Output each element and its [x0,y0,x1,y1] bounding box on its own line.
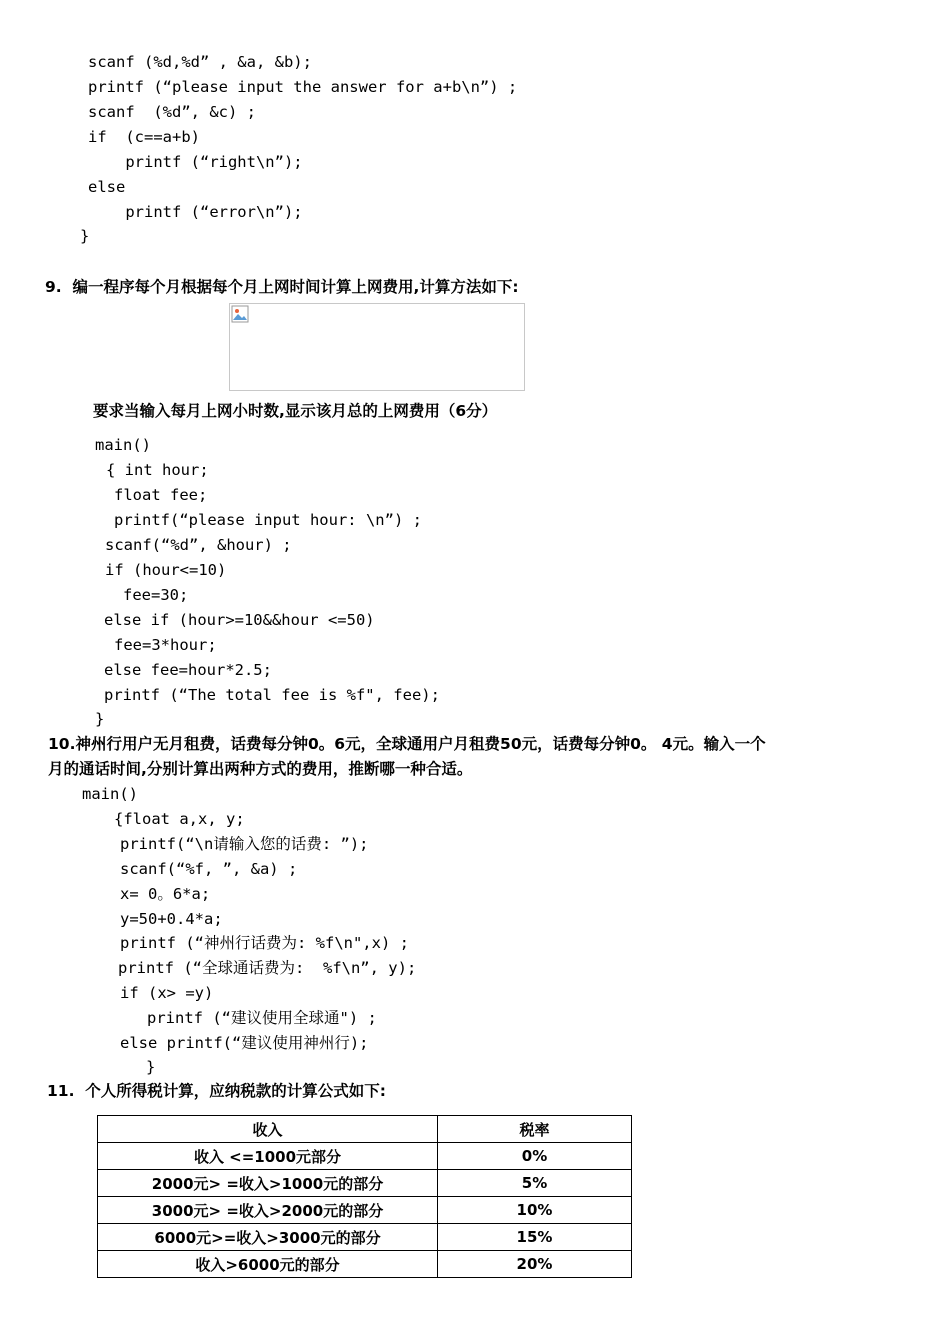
code-line: if (c==a+b) [88,128,200,146]
code-line: printf(“\n请输入您的话费: ”); [120,835,369,853]
code-line: } [80,227,90,245]
table-header-rate: 税率 [438,1116,632,1143]
code-line: printf (“全球通话费为: %f\n”, y); [118,959,417,977]
question-9-requirement: 要求当输入每月上网小时数,显示该月总的上网费用（6分） [93,402,498,420]
table-row [98,1251,632,1278]
code-line: printf (“神州行话费为: %f\n",x) ; [120,934,409,952]
code-line: fee=30; [123,586,189,604]
table-cell-income: 3000元> =收入>2000元的部分 [98,1197,438,1224]
code-line: else fee=hour*2.5; [104,661,272,679]
table-cell-rate: 0% [438,1143,632,1170]
table-cell-rate: 20% [438,1251,632,1278]
code-line: fee=3*hour; [114,636,217,654]
table-row [98,1224,632,1251]
table-row [98,1197,632,1224]
code-line: scanf (%d”, &c) ; [88,103,256,121]
question-9-title: 9. 编一程序每个月根据每个月上网时间计算上网费用,计算方法如下: [45,278,519,296]
table-row [98,1143,632,1170]
code-line: } [95,710,105,728]
table-cell-income: 收入>6000元的部分 [98,1251,438,1278]
broken-image-icon [231,305,249,323]
table-cell-income: 收入 <=1000元部分 [98,1143,438,1170]
code-line: else [88,178,126,196]
code-line: if (x> =y) [120,984,214,1002]
code-line: if (hour<=10) [105,561,227,579]
table-cell-income: 6000元>=收入>3000元的部分 [98,1224,438,1251]
code-line: printf (“建议使用全球通") ; [147,1009,377,1027]
code-line: printf (“please input the answer for a+b\n”) ; [88,78,518,96]
question-11-title: 11. 个人所得税计算，应纳税款的计算公式如下: [47,1082,386,1100]
table-cell-rate: 5% [438,1170,632,1197]
code-line: } [146,1058,156,1076]
table-cell-rate: 15% [438,1224,632,1251]
code-line: printf (“error\n”); [88,203,303,221]
code-line: else if (hour>=10&&hour <=50) [104,611,375,629]
tax-rate-table [97,1115,632,1278]
code-line: scanf(“%f, ”, &a) ; [120,860,298,878]
code-line: printf (“The total fee is %f", fee); [104,686,440,704]
question-10-title-line2: 月的通话时间,分别计算出两种方式的费用，推断哪一种合适。 [48,760,473,778]
table-cell-rate: 10% [438,1197,632,1224]
code-line: main() [95,436,151,454]
code-line: printf(“please input hour: \n”) ; [114,511,422,529]
code-line: float fee; [114,486,208,504]
code-line: scanf(“%d”, &hour) ; [105,536,292,554]
code-line: scanf (%d,%d” , &a, &b); [88,53,312,71]
code-line: {float a,x, y; [114,810,245,828]
code-line: y=50+0.4*a; [120,910,223,928]
table-header-row [98,1116,632,1143]
code-line: else printf(“建议使用神州行); [120,1034,369,1052]
table-row [98,1170,632,1197]
code-line: x= 0。6*a; [120,885,211,903]
table-header-income: 收入 [98,1116,438,1143]
code-line: main() [82,785,138,803]
code-line: { int hour; [106,461,209,479]
table-cell-income: 2000元> =收入>1000元的部分 [98,1170,438,1197]
code-line: printf (“right\n”); [88,153,303,171]
formula-image-placeholder [229,303,525,391]
question-10-title-line1: 10.神州行用户无月租费，话费每分钟0。6元，全球通用户月租费50元，话费每分钟0。 4元。输入一个 [48,735,766,753]
